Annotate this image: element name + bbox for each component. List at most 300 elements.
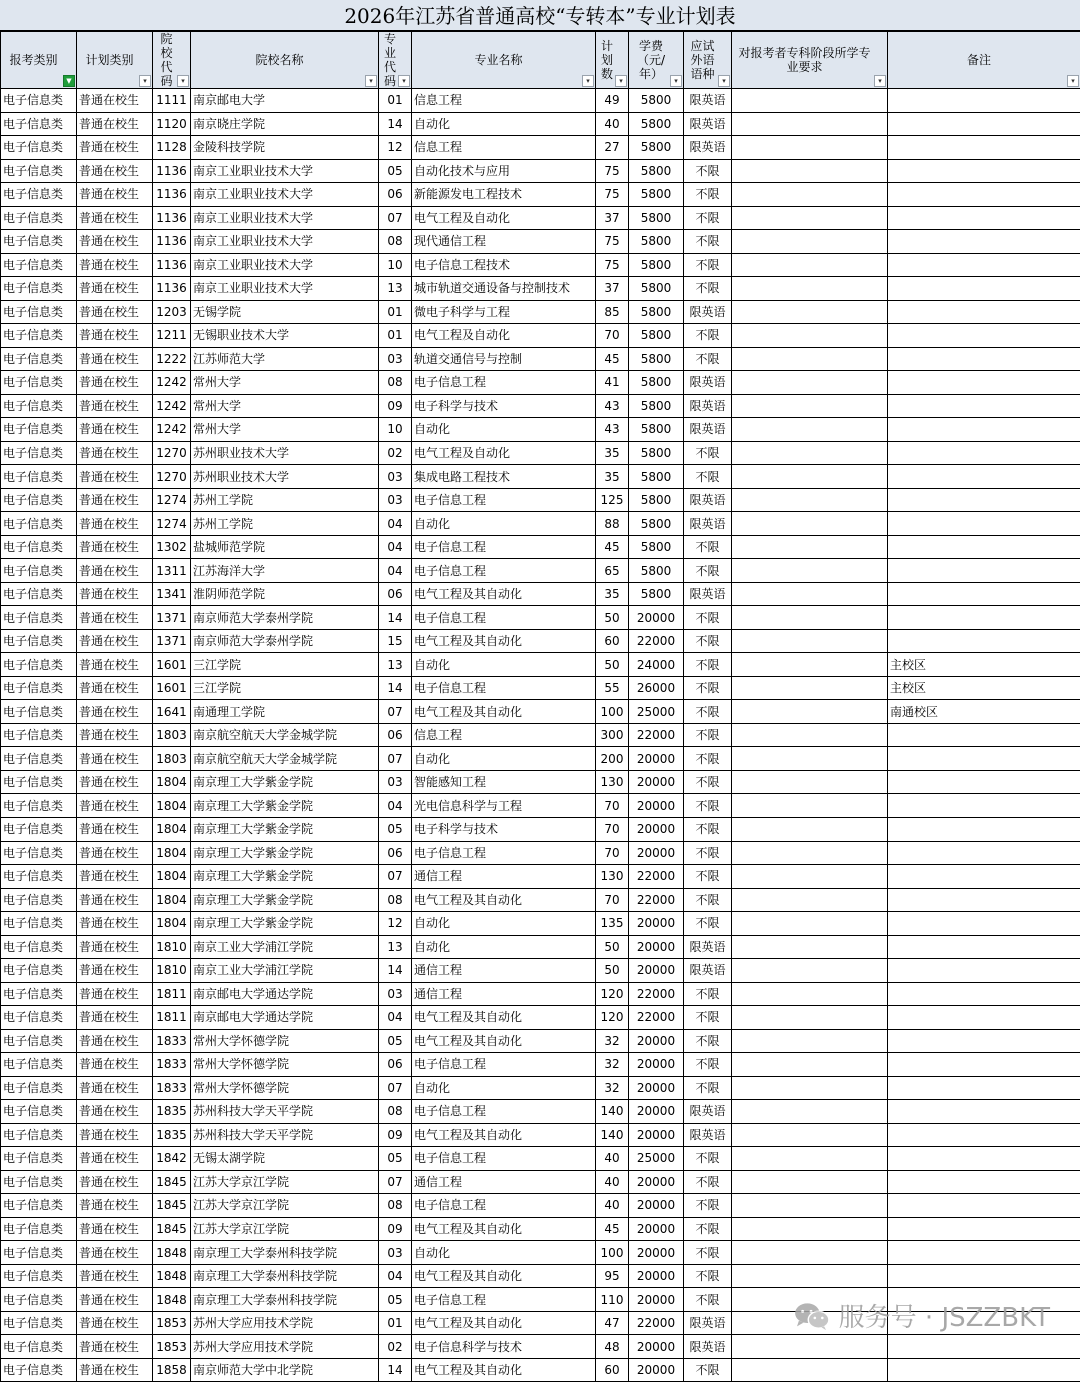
cell-plan-category[interactable]: 普通在校生 — [77, 1053, 153, 1077]
cell-plan-category[interactable]: 普通在校生 — [77, 512, 153, 536]
cell-foreign-language[interactable]: 不限 — [684, 1029, 732, 1053]
cell-major-name[interactable]: 光电信息科学与工程 — [412, 794, 596, 818]
dropdown-arrow-icon[interactable]: ▾ — [582, 75, 594, 87]
cell-major-requirement[interactable] — [732, 277, 888, 301]
cell-major-requirement[interactable] — [732, 230, 888, 254]
cell-exam-category[interactable]: 电子信息类 — [1, 277, 77, 301]
cell-plan-category[interactable]: 普通在校生 — [77, 582, 153, 606]
cell-foreign-language[interactable]: 不限 — [684, 230, 732, 254]
cell-school-name[interactable]: 江苏大学京江学院 — [191, 1194, 379, 1218]
cell-tuition[interactable]: 5800 — [629, 347, 684, 371]
cell-plan-category[interactable]: 普通在校生 — [77, 89, 153, 113]
cell-exam-category[interactable]: 电子信息类 — [1, 1029, 77, 1053]
cell-plan-count[interactable]: 47 — [596, 1311, 629, 1335]
cell-remarks[interactable] — [888, 394, 1080, 418]
cell-remarks[interactable] — [888, 982, 1080, 1006]
cell-remarks[interactable] — [888, 912, 1080, 936]
cell-plan-category[interactable]: 普通在校生 — [77, 230, 153, 254]
cell-major-name[interactable]: 自动化 — [412, 1241, 596, 1265]
cell-school-name[interactable]: 三江学院 — [191, 653, 379, 677]
cell-plan-count[interactable]: 45 — [596, 535, 629, 559]
cell-plan-category[interactable]: 普通在校生 — [77, 1217, 153, 1241]
cell-major-name[interactable]: 电气工程及自动化 — [412, 441, 596, 465]
cell-tuition[interactable]: 5800 — [629, 394, 684, 418]
cell-major-requirement[interactable] — [732, 700, 888, 724]
cell-exam-category[interactable]: 电子信息类 — [1, 653, 77, 677]
cell-school-code[interactable]: 1804 — [153, 794, 191, 818]
cell-plan-count[interactable]: 70 — [596, 841, 629, 865]
cell-major-name[interactable]: 电气工程及其自动化 — [412, 1264, 596, 1288]
cell-plan-category[interactable]: 普通在校生 — [77, 1076, 153, 1100]
cell-school-name[interactable]: 南京理工大学泰州科技学院 — [191, 1288, 379, 1312]
cell-major-requirement[interactable] — [732, 676, 888, 700]
cell-remarks[interactable] — [888, 1029, 1080, 1053]
cell-school-name[interactable]: 江苏师范大学 — [191, 347, 379, 371]
cell-school-code[interactable]: 1242 — [153, 418, 191, 442]
cell-tuition[interactable]: 20000 — [629, 817, 684, 841]
cell-major-code[interactable]: 14 — [379, 959, 412, 983]
cell-major-code[interactable]: 14 — [379, 1358, 412, 1382]
cell-exam-category[interactable]: 电子信息类 — [1, 747, 77, 771]
cell-exam-category[interactable]: 电子信息类 — [1, 394, 77, 418]
cell-major-name[interactable]: 电子科学与技术 — [412, 394, 596, 418]
cell-plan-count[interactable]: 41 — [596, 371, 629, 395]
cell-tuition[interactable]: 20000 — [629, 1029, 684, 1053]
cell-exam-category[interactable]: 电子信息类 — [1, 1241, 77, 1265]
cell-major-name[interactable]: 电气工程及其自动化 — [412, 1358, 596, 1382]
cell-tuition[interactable]: 22000 — [629, 982, 684, 1006]
cell-exam-category[interactable]: 电子信息类 — [1, 1288, 77, 1312]
cell-tuition[interactable]: 5800 — [629, 441, 684, 465]
cell-foreign-language[interactable]: 不限 — [684, 747, 732, 771]
cell-major-name[interactable]: 自动化 — [412, 935, 596, 959]
cell-foreign-language[interactable]: 限英语 — [684, 89, 732, 113]
cell-major-requirement[interactable] — [732, 183, 888, 207]
cell-major-code[interactable]: 04 — [379, 512, 412, 536]
cell-major-name[interactable]: 信息工程 — [412, 723, 596, 747]
cell-foreign-language[interactable]: 限英语 — [684, 418, 732, 442]
cell-plan-category[interactable]: 普通在校生 — [77, 1241, 153, 1265]
cell-remarks[interactable] — [888, 1241, 1080, 1265]
cell-foreign-language[interactable]: 不限 — [684, 1053, 732, 1077]
cell-major-code[interactable]: 03 — [379, 982, 412, 1006]
cell-school-name[interactable]: 常州大学怀德学院 — [191, 1029, 379, 1053]
cell-school-name[interactable]: 淮阴师范学院 — [191, 582, 379, 606]
cell-school-code[interactable]: 1120 — [153, 112, 191, 136]
cell-school-name[interactable]: 常州大学怀德学院 — [191, 1053, 379, 1077]
cell-tuition[interactable]: 22000 — [629, 1006, 684, 1030]
cell-major-name[interactable]: 电子信息工程 — [412, 841, 596, 865]
cell-foreign-language[interactable]: 限英语 — [684, 935, 732, 959]
cell-major-code[interactable]: 04 — [379, 1006, 412, 1030]
cell-school-code[interactable]: 1270 — [153, 465, 191, 489]
cell-major-code[interactable]: 06 — [379, 1053, 412, 1077]
cell-foreign-language[interactable]: 限英语 — [684, 136, 732, 160]
cell-plan-count[interactable]: 140 — [596, 1100, 629, 1124]
cell-foreign-language[interactable]: 不限 — [684, 676, 732, 700]
cell-school-code[interactable]: 1848 — [153, 1264, 191, 1288]
cell-major-code[interactable]: 04 — [379, 559, 412, 583]
cell-major-code[interactable]: 13 — [379, 653, 412, 677]
cell-school-code[interactable]: 1858 — [153, 1358, 191, 1382]
cell-remarks[interactable] — [888, 1123, 1080, 1147]
cell-tuition[interactable]: 22000 — [629, 865, 684, 889]
cell-major-name[interactable]: 自动化 — [412, 747, 596, 771]
cell-plan-count[interactable]: 70 — [596, 794, 629, 818]
cell-school-code[interactable]: 1136 — [153, 183, 191, 207]
cell-school-name[interactable]: 南京理工大学紫金学院 — [191, 888, 379, 912]
cell-major-name[interactable]: 通信工程 — [412, 959, 596, 983]
cell-exam-category[interactable]: 电子信息类 — [1, 1100, 77, 1124]
cell-tuition[interactable]: 5800 — [629, 112, 684, 136]
cell-major-code[interactable]: 12 — [379, 136, 412, 160]
cell-tuition[interactable]: 25000 — [629, 700, 684, 724]
cell-school-code[interactable]: 1601 — [153, 653, 191, 677]
cell-tuition[interactable]: 5800 — [629, 559, 684, 583]
cell-school-name[interactable]: 常州大学 — [191, 418, 379, 442]
cell-school-code[interactable]: 1804 — [153, 888, 191, 912]
cell-tuition[interactable]: 20000 — [629, 1076, 684, 1100]
cell-school-name[interactable]: 无锡太湖学院 — [191, 1147, 379, 1171]
cell-remarks[interactable] — [888, 1194, 1080, 1218]
cell-plan-category[interactable]: 普通在校生 — [77, 770, 153, 794]
cell-major-name[interactable]: 电子信息工程 — [412, 606, 596, 630]
cell-major-code[interactable]: 13 — [379, 277, 412, 301]
cell-tuition[interactable]: 20000 — [629, 1335, 684, 1359]
cell-foreign-language[interactable]: 不限 — [684, 1194, 732, 1218]
cell-school-code[interactable]: 1833 — [153, 1029, 191, 1053]
cell-school-code[interactable]: 1848 — [153, 1288, 191, 1312]
cell-major-requirement[interactable] — [732, 888, 888, 912]
cell-major-name[interactable]: 自动化 — [412, 112, 596, 136]
cell-tuition[interactable]: 5800 — [629, 253, 684, 277]
cell-school-name[interactable]: 南京理工大学紫金学院 — [191, 794, 379, 818]
cell-remarks[interactable] — [888, 465, 1080, 489]
cell-remarks[interactable] — [888, 1147, 1080, 1171]
cell-exam-category[interactable]: 电子信息类 — [1, 1264, 77, 1288]
cell-foreign-language[interactable]: 不限 — [684, 841, 732, 865]
cell-plan-count[interactable]: 32 — [596, 1029, 629, 1053]
cell-school-code[interactable]: 1274 — [153, 512, 191, 536]
cell-major-code[interactable]: 04 — [379, 1264, 412, 1288]
cell-school-name[interactable]: 南京理工大学泰州科技学院 — [191, 1264, 379, 1288]
cell-foreign-language[interactable]: 不限 — [684, 159, 732, 183]
cell-major-requirement[interactable] — [732, 1194, 888, 1218]
cell-plan-category[interactable]: 普通在校生 — [77, 1311, 153, 1335]
cell-school-name[interactable]: 南京工业职业技术大学 — [191, 277, 379, 301]
cell-tuition[interactable]: 20000 — [629, 935, 684, 959]
cell-major-name[interactable]: 城市轨道交通设备与控制技术 — [412, 277, 596, 301]
cell-foreign-language[interactable]: 不限 — [684, 1076, 732, 1100]
cell-plan-category[interactable]: 普通在校生 — [77, 982, 153, 1006]
cell-plan-category[interactable]: 普通在校生 — [77, 136, 153, 160]
cell-plan-count[interactable]: 45 — [596, 347, 629, 371]
cell-school-code[interactable]: 1136 — [153, 206, 191, 230]
cell-plan-count[interactable]: 55 — [596, 676, 629, 700]
cell-major-code[interactable]: 08 — [379, 1194, 412, 1218]
cell-exam-category[interactable]: 电子信息类 — [1, 136, 77, 160]
cell-remarks[interactable] — [888, 1006, 1080, 1030]
cell-plan-category[interactable]: 普通在校生 — [77, 535, 153, 559]
cell-major-requirement[interactable] — [732, 441, 888, 465]
cell-tuition[interactable]: 20000 — [629, 1053, 684, 1077]
cell-school-name[interactable]: 无锡学院 — [191, 300, 379, 324]
cell-school-name[interactable]: 南京师范大学中北学院 — [191, 1358, 379, 1382]
cell-plan-count[interactable]: 50 — [596, 935, 629, 959]
cell-major-requirement[interactable] — [732, 865, 888, 889]
cell-major-requirement[interactable] — [732, 559, 888, 583]
cell-school-code[interactable]: 1833 — [153, 1076, 191, 1100]
cell-major-name[interactable]: 自动化 — [412, 1076, 596, 1100]
cell-major-code[interactable]: 01 — [379, 324, 412, 348]
cell-major-name[interactable]: 电气工程及其自动化 — [412, 1006, 596, 1030]
cell-school-name[interactable]: 南京理工大学紫金学院 — [191, 770, 379, 794]
cell-plan-count[interactable]: 75 — [596, 253, 629, 277]
cell-foreign-language[interactable]: 不限 — [684, 277, 732, 301]
cell-plan-count[interactable]: 85 — [596, 300, 629, 324]
cell-major-name[interactable]: 电气工程及其自动化 — [412, 582, 596, 606]
cell-tuition[interactable]: 20000 — [629, 794, 684, 818]
cell-plan-count[interactable]: 65 — [596, 559, 629, 583]
cell-exam-category[interactable]: 电子信息类 — [1, 347, 77, 371]
cell-foreign-language[interactable]: 不限 — [684, 629, 732, 653]
cell-remarks[interactable] — [888, 1358, 1080, 1382]
cell-major-code[interactable]: 05 — [379, 159, 412, 183]
cell-major-requirement[interactable] — [732, 394, 888, 418]
cell-plan-count[interactable]: 120 — [596, 1006, 629, 1030]
cell-major-code[interactable]: 09 — [379, 1123, 412, 1147]
cell-school-name[interactable]: 南京邮电大学通达学院 — [191, 1006, 379, 1030]
cell-exam-category[interactable]: 电子信息类 — [1, 841, 77, 865]
cell-school-code[interactable]: 1136 — [153, 230, 191, 254]
cell-remarks[interactable] — [888, 1170, 1080, 1194]
cell-foreign-language[interactable]: 不限 — [684, 982, 732, 1006]
cell-major-code[interactable]: 06 — [379, 723, 412, 747]
cell-exam-category[interactable]: 电子信息类 — [1, 183, 77, 207]
cell-tuition[interactable]: 26000 — [629, 676, 684, 700]
cell-exam-category[interactable]: 电子信息类 — [1, 300, 77, 324]
cell-plan-count[interactable]: 45 — [596, 1217, 629, 1241]
cell-plan-category[interactable]: 普通在校生 — [77, 1194, 153, 1218]
cell-exam-category[interactable]: 电子信息类 — [1, 159, 77, 183]
cell-plan-count[interactable]: 37 — [596, 206, 629, 230]
cell-exam-category[interactable]: 电子信息类 — [1, 512, 77, 536]
cell-major-requirement[interactable] — [732, 253, 888, 277]
cell-remarks[interactable] — [888, 888, 1080, 912]
cell-remarks[interactable] — [888, 865, 1080, 889]
cell-plan-category[interactable]: 普通在校生 — [77, 418, 153, 442]
cell-major-code[interactable]: 07 — [379, 700, 412, 724]
cell-foreign-language[interactable]: 限英语 — [684, 1311, 732, 1335]
cell-major-requirement[interactable] — [732, 206, 888, 230]
cell-foreign-language[interactable]: 限英语 — [684, 582, 732, 606]
cell-major-code[interactable]: 08 — [379, 230, 412, 254]
cell-major-code[interactable]: 09 — [379, 394, 412, 418]
cell-school-name[interactable]: 南京师范大学泰州学院 — [191, 606, 379, 630]
cell-remarks[interactable] — [888, 488, 1080, 512]
cell-tuition[interactable]: 22000 — [629, 888, 684, 912]
cell-major-code[interactable]: 02 — [379, 441, 412, 465]
cell-tuition[interactable]: 5800 — [629, 136, 684, 160]
cell-remarks[interactable] — [888, 512, 1080, 536]
cell-major-name[interactable]: 微电子科学与工程 — [412, 300, 596, 324]
cell-school-name[interactable]: 常州大学怀德学院 — [191, 1076, 379, 1100]
cell-remarks[interactable] — [888, 277, 1080, 301]
cell-plan-category[interactable]: 普通在校生 — [77, 1335, 153, 1359]
cell-major-code[interactable]: 06 — [379, 841, 412, 865]
cell-major-code[interactable]: 06 — [379, 183, 412, 207]
cell-major-requirement[interactable] — [732, 535, 888, 559]
cell-major-requirement[interactable] — [732, 1264, 888, 1288]
cell-plan-count[interactable]: 35 — [596, 441, 629, 465]
cell-school-code[interactable]: 1804 — [153, 841, 191, 865]
cell-remarks[interactable] — [888, 559, 1080, 583]
cell-plan-category[interactable]: 普通在校生 — [77, 441, 153, 465]
cell-remarks[interactable] — [888, 112, 1080, 136]
cell-major-requirement[interactable] — [732, 629, 888, 653]
cell-major-name[interactable]: 电气工程及其自动化 — [412, 1123, 596, 1147]
cell-school-code[interactable]: 1211 — [153, 324, 191, 348]
cell-foreign-language[interactable]: 不限 — [684, 253, 732, 277]
cell-remarks[interactable] — [888, 159, 1080, 183]
dropdown-arrow-icon[interactable]: ▾ — [670, 75, 682, 87]
cell-major-name[interactable]: 电气工程及其自动化 — [412, 1217, 596, 1241]
cell-tuition[interactable]: 22000 — [629, 1311, 684, 1335]
cell-foreign-language[interactable]: 限英语 — [684, 112, 732, 136]
cell-tuition[interactable]: 20000 — [629, 1170, 684, 1194]
cell-major-code[interactable]: 08 — [379, 888, 412, 912]
cell-plan-count[interactable]: 50 — [596, 606, 629, 630]
cell-tuition[interactable]: 5800 — [629, 582, 684, 606]
cell-tuition[interactable]: 20000 — [629, 1241, 684, 1265]
cell-exam-category[interactable]: 电子信息类 — [1, 112, 77, 136]
cell-plan-category[interactable]: 普通在校生 — [77, 935, 153, 959]
cell-school-code[interactable]: 1311 — [153, 559, 191, 583]
cell-tuition[interactable]: 5800 — [629, 277, 684, 301]
cell-foreign-language[interactable]: 限英语 — [684, 371, 732, 395]
cell-foreign-language[interactable]: 不限 — [684, 700, 732, 724]
cell-major-requirement[interactable] — [732, 347, 888, 371]
cell-tuition[interactable]: 5800 — [629, 183, 684, 207]
cell-major-name[interactable]: 电子信息工程 — [412, 1147, 596, 1171]
cell-major-code[interactable]: 10 — [379, 253, 412, 277]
cell-major-name[interactable]: 电气工程及其自动化 — [412, 700, 596, 724]
cell-major-name[interactable]: 电子信息工程 — [412, 1100, 596, 1124]
cell-tuition[interactable]: 24000 — [629, 653, 684, 677]
cell-school-name[interactable]: 南京航空航天大学金城学院 — [191, 747, 379, 771]
dropdown-arrow-icon[interactable]: ▾ — [177, 75, 189, 87]
cell-exam-category[interactable]: 电子信息类 — [1, 935, 77, 959]
cell-remarks[interactable] — [888, 606, 1080, 630]
cell-plan-count[interactable]: 43 — [596, 418, 629, 442]
cell-school-name[interactable]: 苏州工学院 — [191, 512, 379, 536]
cell-foreign-language[interactable]: 不限 — [684, 1217, 732, 1241]
cell-plan-count[interactable]: 135 — [596, 912, 629, 936]
cell-plan-category[interactable]: 普通在校生 — [77, 1123, 153, 1147]
cell-school-name[interactable]: 苏州科技大学天平学院 — [191, 1123, 379, 1147]
cell-plan-count[interactable]: 50 — [596, 959, 629, 983]
cell-major-requirement[interactable] — [732, 935, 888, 959]
cell-school-name[interactable]: 南京晓庄学院 — [191, 112, 379, 136]
cell-foreign-language[interactable]: 限英语 — [684, 1100, 732, 1124]
dropdown-arrow-icon[interactable]: ▾ — [874, 75, 886, 87]
cell-school-name[interactable]: 南京理工大学紫金学院 — [191, 841, 379, 865]
cell-exam-category[interactable]: 电子信息类 — [1, 1006, 77, 1030]
cell-plan-count[interactable]: 88 — [596, 512, 629, 536]
cell-foreign-language[interactable]: 不限 — [684, 1264, 732, 1288]
cell-remarks[interactable] — [888, 629, 1080, 653]
cell-tuition[interactable]: 5800 — [629, 465, 684, 489]
cell-major-requirement[interactable] — [732, 1217, 888, 1241]
cell-major-name[interactable]: 电气工程及其自动化 — [412, 1029, 596, 1053]
cell-exam-category[interactable]: 电子信息类 — [1, 912, 77, 936]
cell-major-name[interactable]: 轨道交通信号与控制 — [412, 347, 596, 371]
cell-tuition[interactable]: 5800 — [629, 89, 684, 113]
cell-plan-category[interactable]: 普通在校生 — [77, 912, 153, 936]
cell-exam-category[interactable]: 电子信息类 — [1, 1194, 77, 1218]
cell-major-code[interactable]: 04 — [379, 535, 412, 559]
cell-plan-count[interactable]: 50 — [596, 653, 629, 677]
cell-exam-category[interactable]: 电子信息类 — [1, 629, 77, 653]
cell-school-name[interactable]: 苏州科技大学天平学院 — [191, 1100, 379, 1124]
cell-school-code[interactable]: 1810 — [153, 959, 191, 983]
cell-major-requirement[interactable] — [732, 1006, 888, 1030]
cell-exam-category[interactable]: 电子信息类 — [1, 1358, 77, 1382]
cell-major-name[interactable]: 通信工程 — [412, 865, 596, 889]
cell-remarks[interactable] — [888, 817, 1080, 841]
cell-plan-category[interactable]: 普通在校生 — [77, 865, 153, 889]
cell-major-name[interactable]: 信息工程 — [412, 136, 596, 160]
cell-plan-count[interactable]: 27 — [596, 136, 629, 160]
cell-remarks[interactable] — [888, 582, 1080, 606]
cell-major-name[interactable]: 通信工程 — [412, 1170, 596, 1194]
cell-major-requirement[interactable] — [732, 89, 888, 113]
cell-foreign-language[interactable]: 限英语 — [684, 512, 732, 536]
cell-exam-category[interactable]: 电子信息类 — [1, 1147, 77, 1171]
cell-plan-category[interactable]: 普通在校生 — [77, 888, 153, 912]
cell-exam-category[interactable]: 电子信息类 — [1, 770, 77, 794]
cell-major-code[interactable]: 08 — [379, 1100, 412, 1124]
cell-major-requirement[interactable] — [732, 1053, 888, 1077]
cell-major-requirement[interactable] — [732, 606, 888, 630]
cell-plan-category[interactable]: 普通在校生 — [77, 253, 153, 277]
cell-school-code[interactable]: 1242 — [153, 394, 191, 418]
cell-major-requirement[interactable] — [732, 418, 888, 442]
cell-major-name[interactable]: 电气工程及其自动化 — [412, 1311, 596, 1335]
cell-tuition[interactable]: 20000 — [629, 1194, 684, 1218]
cell-major-name[interactable]: 自动化 — [412, 512, 596, 536]
cell-plan-count[interactable]: 40 — [596, 1170, 629, 1194]
cell-school-code[interactable]: 1371 — [153, 606, 191, 630]
cell-foreign-language[interactable]: 限英语 — [684, 1335, 732, 1359]
cell-school-code[interactable]: 1845 — [153, 1170, 191, 1194]
cell-major-requirement[interactable] — [732, 1170, 888, 1194]
cell-school-name[interactable]: 江苏海洋大学 — [191, 559, 379, 583]
cell-major-name[interactable]: 信息工程 — [412, 89, 596, 113]
cell-major-requirement[interactable] — [732, 136, 888, 160]
cell-remarks[interactable] — [888, 747, 1080, 771]
cell-major-name[interactable]: 集成电路工程技术 — [412, 465, 596, 489]
cell-school-name[interactable]: 苏州职业技术大学 — [191, 441, 379, 465]
cell-major-code[interactable]: 10 — [379, 418, 412, 442]
cell-major-code[interactable]: 07 — [379, 865, 412, 889]
cell-plan-category[interactable]: 普通在校生 — [77, 347, 153, 371]
cell-remarks[interactable] — [888, 1100, 1080, 1124]
cell-tuition[interactable]: 5800 — [629, 488, 684, 512]
cell-plan-count[interactable]: 110 — [596, 1288, 629, 1312]
cell-major-code[interactable]: 07 — [379, 1076, 412, 1100]
cell-major-code[interactable]: 03 — [379, 347, 412, 371]
